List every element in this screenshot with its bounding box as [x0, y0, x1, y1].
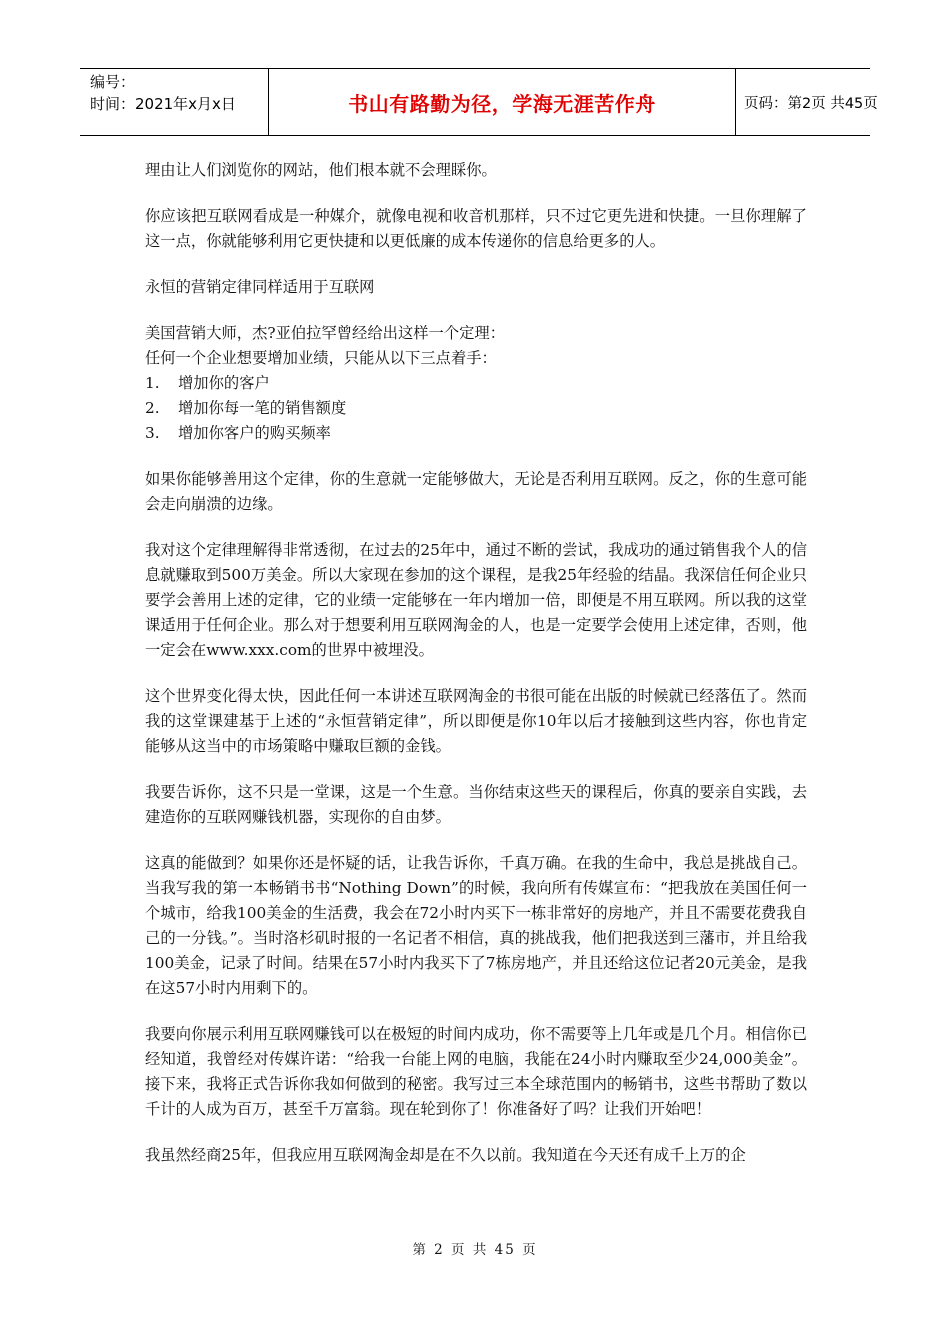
section-heading: 永恒的营销定律同样适用于互联网 [145, 278, 375, 296]
list-number: 2. [145, 399, 160, 417]
header-motto: 书山有路勤为径，学海无涯苦作舟 [268, 69, 736, 135]
page-footer: 第 2 页 共 45 页 [412, 1242, 538, 1258]
paragraph: 你应该把互联网看成是一种媒介，就像电视和收音机那样，只不过它更先进和快捷。一旦你理解了这一点，你就能够利用它更快捷和以更低廉的成本传递你的信息给更多的人。 [145, 207, 807, 250]
date-label: 时间：2021年x月x日 [90, 95, 236, 113]
paragraph: 我要告诉你，这不只是一堂课，这是一个生意。当你结束这些天的课程后，你真的要亲自实践，去建造你的互联网赚钱机器，实现你的自由梦。 [145, 783, 807, 826]
list-item-text: 增加你每一笔的销售额度 [178, 399, 347, 417]
paragraph: 这个世界变化得太快，因此任何一本讲述互联网淘金的书很可能在出版的时候就已经落伍了。然而我的这堂课建基于上述的“永恒营销定律”，所以即便是你10年以后才接触到这些内容，你也肯定能够从这当中的市场策略中赚取巨额的金钱。 [145, 687, 807, 755]
paragraph: 美国营销大师，杰?亚伯拉罕曾经给出这样一个定理： [145, 324, 506, 342]
page-header [80, 68, 878, 136]
serial-number-label: 编号： [90, 73, 136, 91]
list-item [145, 421, 807, 446]
header-meta [80, 69, 268, 135]
list-item-text: 增加你客户的购买频率 [178, 424, 331, 442]
paragraph: 如果你能够善用这个定律，你的生意就一定能够做大，无论是否利用互联网。反之，你的生意可能会走向崩溃的边缘。 [145, 470, 807, 513]
document-body [145, 158, 807, 1189]
list-item [145, 396, 807, 421]
list-item [145, 371, 807, 396]
list-item-text: 增加你的客户 [178, 374, 270, 392]
paragraph: 这真的能做到？如果你还是怀疑的话，让我告诉你，千真万确。在我的生命中，我总是挑战自己。当我写我的第一本畅销书书“Nothing Down”的时候，我向所有传媒宣布：“把我放在美国任何一个城市，给我100美金的生活费，我会在72小时内买下一栋非常好的房地产，并且不需要花费我自己的一分钱。”。当时洛杉矶时报的一名记者不相信，真的挑战我，他们把我送到三藩市，并且给我100美金，记录了时间。结果在57小时内我买下了7栋房地产，并且还给这位记者20元美金，是我在这57小时内用剩下的。 [145, 854, 807, 997]
paragraph: 理由让人们浏览你的网站，他们根本就不会理睬你。 [145, 161, 497, 179]
paragraph: 任何一个企业想要增加业绩，只能从以下三点着手： [145, 349, 497, 367]
header-page-info: 页码：第2页 共45页 [744, 95, 878, 112]
numbered-list [145, 371, 807, 446]
list-number: 3. [145, 424, 160, 442]
paragraph: 我要向你展示利用互联网赚钱可以在极短的时间内成功，你不需要等上几年或是几个月。相信你已经知道，我曾经对传媒许诺：“给我一台能上网的电脑，我能在24小时内赚取至少24,000美金”。接下来，我将正式告诉你我如何做到的秘密。我写过三本全球范围内的畅销书，这些书帮助了数以千计的人成为百万，甚至千万富翁。现在轮到你了！你准备好了吗？让我们开始吧！ [145, 1025, 807, 1118]
list-number: 1. [145, 374, 160, 392]
paragraph: 我对这个定律理解得非常透彻，在过去的25年中，通过不断的尝试，我成功的通过销售我个人的信息就赚取到500万美金。所以大家现在参加的这个课程，是我25年经验的结晶。我深信任何企业只要学会善用上述的定律，它的业绩一定能够在一年内增加一倍，即便是不用互联网。所以我的这堂课适用于任何企业。那么对于想要利用互联网淘金的人，也是一定要学会使用上述定律，否则，他一定会在www.xxx.com的世界中被埋没。 [145, 541, 807, 659]
paragraph: 我虽然经商25年，但我应用互联网淘金却是在不久以前。我知道在今天还有成千上万的企 [145, 1146, 746, 1164]
